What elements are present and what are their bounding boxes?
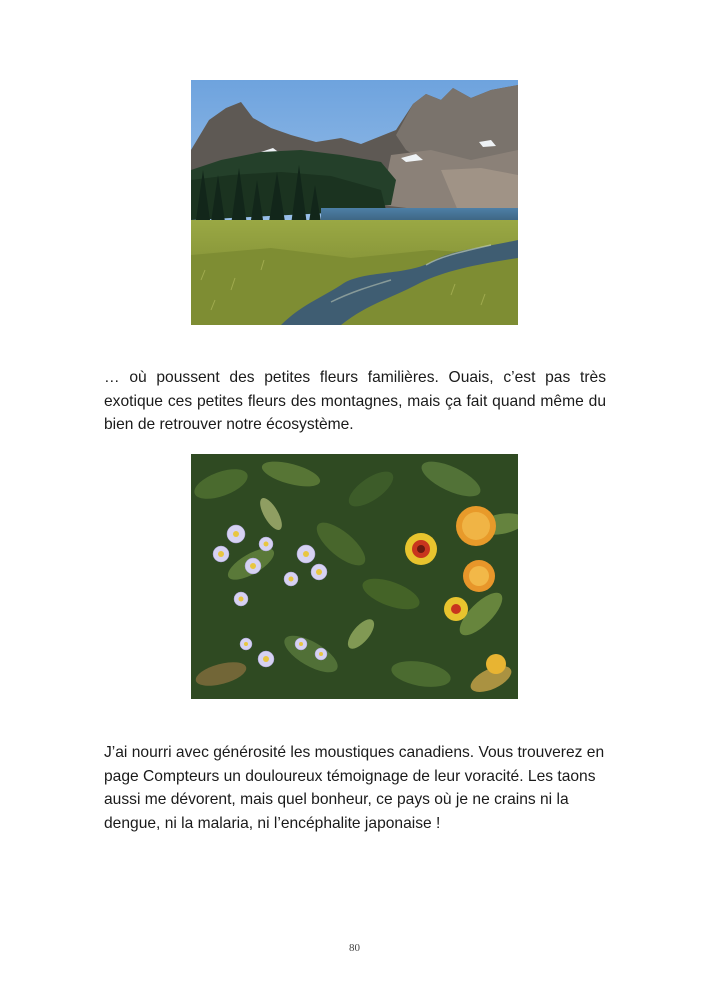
paragraph-flowers: … où poussent des petites fleurs familières. Ouais, c’est pas très exotique ces petites fleurs des montagnes, mais ça fait quand même du bien de retrouver notre écosystème. <box>104 369 606 433</box>
mountain-lake-photo <box>191 80 518 325</box>
page-number: 80 <box>349 942 360 954</box>
paragraph-mosquitoes: J’ai nourri avec générosité les moustiques canadiens. Vous trouverez en page Compteurs un douloureux témoignage de leur voracité. Les taons aussi me dévorent, mais quel bonheur, ce pays où je ne crains ni la dengue, ni la malaria, ni l’encéphalite japonaise ! <box>104 744 605 832</box>
wildflowers-photo <box>191 454 518 699</box>
